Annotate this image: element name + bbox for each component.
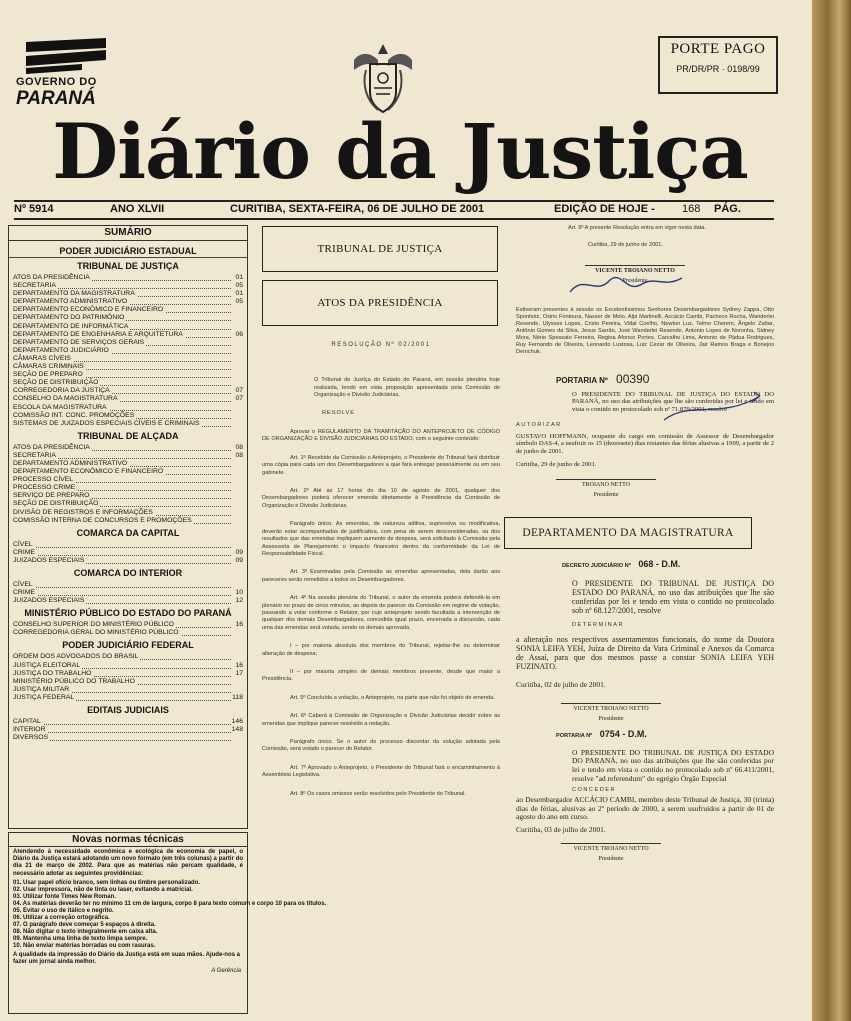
resolution-column [262,336,500,809]
toc-row [9,517,247,525]
right-column [516,225,774,866]
toc-dot-leader [13,548,231,556]
portaria-number: 00390 [616,372,650,387]
postage-paid-label: PORTE PAGO [670,41,766,57]
toc-dot-leader [13,588,231,596]
toc-entry-page: 17 [235,669,243,677]
toc-subheading: COMARCA DA CAPITAL [76,527,180,538]
norms-signature: A Gerência [211,968,241,975]
resolution-article: Art. 8º Os casos omissos serão resolvidos pelo Presidente do Tribunal. [290,790,466,797]
resolution-article: Aprovar o REGULAMENTO DA TRAMITAÇÃO DO ANTEPROJETO DE CÓDIGO DE ORGANIZAÇÃO E DIVISÃO JUDICIÁRIAS DO ESTADO, com o seguinte conteúdo: [262,429,500,443]
toc-row [9,629,247,637]
resolution-article: I – por maioria absoluta dos membros do Tribunal, rejeitar-lhe ou determinar alteração de despesa; [262,643,500,657]
toc-entry-label: DIVISÃO DE REGISTROS E INFORMAÇÕES [13,508,153,516]
edition-label: EDIÇÃO DE HOJE - [554,203,655,215]
signer-name-3: VICENTE TROIANO NETTO [573,705,649,712]
toc-entry-label: CONSELHO SUPERIOR DO MINISTÉRIO PÚBLICO [13,621,174,629]
norms-item: 01. Usar papel ofício branco, sem linhas ou timbre personalizado. [13,879,201,886]
toc-subheading: PODER JUDICIÁRIO FEDERAL [62,640,194,651]
signer-title-2: Presidente [593,491,619,498]
toc-entry-label: DEPARTAMENTO ECONÔMICO E FINANCEIRO [13,306,164,314]
portaria-label: PORTARIA Nº [556,376,608,386]
toc-entry-page: 08 [235,451,243,459]
signer-name-1: VICENTE TROIANO NETTO [595,268,675,274]
gov-line2: PARANÁ [16,88,96,109]
signature-line-3 [561,703,661,704]
toc-entry-page: 16 [235,621,243,629]
toc-entry-page: 148 [231,726,243,734]
toc-entry-page: 12 [235,597,243,605]
norms-item: 08. Não digitar o texto integralmente em caixa alta. [13,928,158,935]
toc-entry-label: JUSTIÇA DO TRABALHO [13,669,92,677]
present-members: Estiveram presentes à sessão os Excelentíssimos Senhores Desembargadores Sydney Zappa, Otto Sponholz, Osiris Fontoura, Nasser de Melo, Alpi Martinelli, Accácio Cambi, Pacheco Rocha, Wanderlei Resende, Ulysses Lopes, Cristo Pereira, Vidal Coelho, Newton Luz, Telmo Cherem, Ângelo Zattar, Antônio Gomes da Silva, Jesus Sarrão, José Wanderlei Resende, Antonio Lopes de Noronha, Sidney Mora, Nério Spessato Ferreira, Regina Afonso Portes, Carvalho Lima, Antonio de Pádua Rodrigues, Ruy Fernando de Oliveira, Leonardo Lustosa, Luiz Cezar de Oliveira, Jair Ramos Braga e Bonejos Demchuk. [516,307,774,356]
toc-entry-label: COMISSÃO INTERNA DE CONCURSOS E PROMOÇÕES [13,516,192,524]
norms-item: 10. Não enviar matérias borradas ou com rasuras. [13,942,156,949]
signature-line-2 [556,479,656,480]
portaria-heading [556,372,774,387]
toc-entry-label: DIVERSOS [13,734,49,742]
toc-entry-page: 118 [232,693,243,701]
page-count-label: PÁG. [714,203,741,215]
resolution-number: RESOLUÇÃO Nº 02/2001 [331,342,431,348]
toc-title: SUMÁRIO [9,226,247,241]
toc-dot-leader [13,717,231,725]
toc-entry-label: JUIZADOS ESPECIAIS [13,556,85,564]
autorizar-text: GUSTAVO HOFFMANN, ocupante do cargo em comissão de Assessor de Desembargador símbolo DAS-4, a usufruir os 15 (dezessete) dias restantes das férias alusivas a 1999, a partir de 2 de junho de 2001. [516,432,775,455]
determinar-text: a alteração nos respectivos assentamentos funcionais, do nome da Doutora SONIA LEIFA YEH, Juíza de Direito da Vara Criminal e Anexos da Comarca de Assaí, para que dos mesmos passe a constar SONIA LEIFA YEH FUZINATO. [516,634,774,672]
resolution-article: Parágrafo único. As emendas, de natureza aditiva, supressiva ou modificativa, deverão estar acompanhadas de justificativa, com pena de serem desconsideradas, ou dos resultados que das emendas impliquem aumento de despesa, será solicitado à Comissão pela Assessoria de Planejamento o impacto financeiro dentro da conformidade da Lei de Responsabilidade Fiscal. [262,521,500,557]
section-box-magistratura: DEPARTAMENTO DA MAGISTRATURA [504,517,752,549]
resolution-article: Art. 4º Na sessão plenária do Tribunal, o autor da emenda poderá defendê-la em plenário no prazo de cinco minutos, ao depois de parecer da Comissão em regime de votação, passando a votar conforme o Relator, por cujo anteprojeto sendo facultada a intervenção de qualquer dos demais Desembargadores, concedida igual prazo, encerrada a discussão, cada uma das emendas será votada, sendo os demais aprovada. [262,595,500,631]
parana-flag-icon [22,38,110,74]
toc-entry-label: DEPARTAMENTO DO PATRIMÔNIO [13,314,125,322]
masthead-title: Diário da Justiça [52,107,748,196]
toc-entry-label: SECRETARIA [13,282,56,290]
toc-entry-page: 09 [235,556,243,564]
gov-line1: GOVERNO DO [16,76,97,88]
norms-intro: Atendendo à necessidade econômica e ecológica de economia de papel, o Diário da Justiça estará adotando um novo formato (em três colunas) a partir do dia 21 de março de 2002. Para que as matérias não percam qualidade, é necessário adotar as seguintes providências: [13,849,243,877]
place-date-3: Curitiba, 02 de julho de 2001. [516,680,606,690]
toc-entry-label: DEPARTAMENTO DE INFORMÁTICA [13,322,129,330]
toc-entry-label: SEÇÃO DE DISTRIBUIÇÃO [13,379,99,387]
toc-body [9,245,247,742]
toc-section-heading: PODER JUDICIÁRIO ESTADUAL [9,245,247,258]
signer-name-4: VICENTE TROIANO NETTO [573,846,649,853]
toc-entry-page: 01 [235,274,243,281]
place-date-1: Curitiba, 29 de junho de 2001. [588,242,663,248]
decreto-label: DECRETO JUDICIÁRIO Nº [562,563,631,570]
toc-entry-page: 146 [231,718,243,726]
art9-text: Art. 9º A presente Resolução entra em vigor nesta data. [568,225,706,231]
autorizar-heading: AUTORIZAR [516,421,562,428]
toc-entry-label: JUSTIÇA FEDERAL [13,693,75,701]
toc-entry-label: CÍVEL [13,540,33,548]
section-box-atos: ATOS DA PRESIDÊNCIA [262,280,498,326]
toc-entry-label: ATOS DA PRESIDÊNCIA [13,443,90,451]
signature-line-1 [585,265,685,266]
toc-entry-label: ESCOLA DA MAGISTRATURA [13,403,107,411]
norms-item: 03. Utilizar fonte Times New Roman. [13,893,116,900]
portaria2-heading [556,731,774,741]
place-date-2: Curitiba, 29 de junho de 2001. [516,461,597,469]
toc-subheading: TRIBUNAL DE ALÇADA [77,430,179,441]
toc-entry-label: CORREGEDORIA DA JUSTIÇA [13,387,110,395]
resolve-heading: RESOLVE [322,409,356,416]
conceder-text: ao Desembargador ACCÁCIO CAMBI, membro deste Tribunal de Justiça, 30 (trinta) dias de férias, alusivas ao 2º período de 2000, a serem usufruídos a partir de 01 de agosto do ano em curso. [516,795,774,822]
norms-list [9,879,327,950]
government-logo [16,36,116,108]
toc-entry-label: SISTEMAS DE JUIZADOS ESPECIAIS CÍVEIS E CRIMINAIS [13,419,200,427]
toc-entry-label: CÂMARAS CÍVEIS [13,354,71,362]
toc-entry-label: CÍVEL [13,581,33,588]
issue-number: Nº 5914 [14,203,54,215]
toc-entry-label: CÂMARAS CRIMINAIS [13,363,84,371]
toc-entry-page: 05 [235,298,243,306]
handwritten-signature-icon [566,270,686,300]
signer-title-1: Presidente [622,277,648,284]
resolution-preamble: O Tribunal de Justiça do Estado do Paraná, em sessão plenária hoje realizada, tendo em vista proposição apresentada pela Comissão de Organização e Divisão Judiciárias, [314,377,500,399]
toc-entry-label: COMISSÃO INT. CONC. PROMOÇÕES [13,411,135,419]
norms-footer: A qualidade da impressão do Diário da Justiça está em suas mãos. Ajude-nos a fazer um jornal ainda melhor. [13,951,240,966]
toc-entry-page: 05 [235,282,243,290]
norms-item: 02. Usar impressora, não de tinta ou laser, evitando a matricial. [13,886,193,893]
decreto-heading [562,561,774,571]
toc-entry-label: SEÇÃO DE PREPARO [13,371,83,379]
toc-entry-label: SECRETARIA [13,451,56,459]
toc-entry-label: DEPARTAMENTO ADMINISTRATIVO [13,459,128,467]
toc-entry-label: DEPARTAMENTO DE ENGENHARIA E ARQUITETURA [13,330,183,338]
toc-entry-label: SEÇÃO DE DISTRIBUIÇÃO [13,500,99,508]
toc-entry-label: DEPARTAMENTO ECONÔMICO E FINANCEIRO [13,468,164,476]
table-of-contents [8,225,248,829]
postage-paid-box [658,36,778,94]
resolution-article: Art. 6º Caberá à Comissão de Organização e Divisão Judiciárias decidir sobre as emendas que implique parecer resolvido a redação. [262,713,500,727]
norms-item: 06. Utilizar a correção ortográfica. [13,914,110,921]
resolution-article: Art. 5º Concluída a votação, o Anteprojeto, na parte que não foi objeto de emenda. [290,694,495,701]
resolution-article: Art. 7º Aprovado o Anteprojeto, o Presidente do Tribunal fará o encaminhamento à Assembleia Legislativa. [262,764,500,779]
toc-entry-label: PROCESSO CÍVEL [13,476,74,484]
toc-entry-page: 01 [235,290,243,298]
determinar-heading: DETERMINAR [572,621,624,628]
norms-item: 05. Evitar o uso de itálico e negrito. [13,907,114,914]
toc-entry-label: DEPARTAMENTO ADMINISTRATIVO [13,298,128,306]
toc-entry-label: JUIZADOS ESPECIAIS [13,597,85,605]
norms-title: Novas normas técnicas [9,833,247,847]
toc-entry-label: ATOS DA PRESIDÊNCIA [13,274,90,281]
handwritten-mark-icon [660,390,770,430]
norms-item: 09. Mantenha uma linha de texto limpa sempre. [13,935,148,942]
signer-name-2: TROIANO NETTO [581,481,631,488]
toc-entry-label: ORDEM DOS ADVOGADOS DO BRASIL [13,653,139,661]
toc-entry-page: 06 [235,330,243,338]
toc-entry-label: SERVIÇO DE PREPARO [13,492,90,500]
toc-entry-page: 09 [235,548,243,556]
toc-subheading: TRIBUNAL DE JUSTIÇA [77,261,179,271]
signer-title-4: Presidente [598,856,624,863]
portaria-text: O PRESIDENTE DO TRIBUNAL DE JUSTIÇA DO ESTADO DO PARANÁ, no uso das atribuições que lhe são conferidas por lei e tendo em vista o contido no protocolado sob nº 71.879/2001, resolve [572,390,774,413]
toc-row [9,557,247,565]
toc-entry-label: CRIME [13,548,35,556]
toc-subheading: COMARCA DO INTERIOR [73,568,183,578]
place-date-4: Curitiba, 03 de julho de 2001. [516,824,606,834]
portaria2-label: PORTARIA Nº [556,733,593,740]
signer-title-3: Presidente [598,715,624,722]
toc-entry-label: JUSTIÇA ELEITORAL [13,661,81,669]
toc-entry-label: DEPARTAMENTO DE SERVIÇOS GERAIS [13,338,145,346]
section-box-tribunal: TRIBUNAL DE JUSTIÇA [262,226,498,272]
conceder-heading: CONCEDER [572,787,617,794]
toc-entry-label: CORREGEDORIA GERAL DO MINISTÉRIO PÚBLICO [13,629,179,637]
toc-entry-page: 16 [235,661,243,669]
toc-entry-label: DEPARTAMENTO DA MAGISTRATURA [13,290,135,298]
decreto-text: O PRESIDENTE DO TRIBUNAL DE JUSTIÇA DO ESTADO DO PARANÁ, no uso das atribuições que lhe são conferidas por lei e tendo em vista o contido no protocolado sob nº 68.127/2001, resolve [572,578,774,616]
resolution-article: Parágrafo único. Se o autor do processo discordar da solução adotada pela Comissão, será votado o parecer do Relator. [262,739,500,753]
toc-entry-label: CRIME [13,589,35,597]
toc-entry-label: CONSELHO DA MAGISTRATURA [13,395,118,403]
portaria2-number: 0754 - D.M. [599,729,647,740]
page-count: 168 [682,203,701,215]
toc-row [9,420,247,428]
book-binding [812,0,851,1021]
toc-row [9,694,247,702]
norms-item: 04. As matérias deverão ter no mínimo 11 cm de largura, corpo 8 para texto comum e corpo 10 para os títulos. [13,900,327,907]
toc-subheading: EDITAIS JUDICIAIS [87,705,169,716]
resolution-article: Art. 3º Examinadas pela Comissão as emendas apresentadas, dela darão aos pareceres serão remetidos a todos os Desembargadores. [262,569,500,583]
toc-dot-leader [13,580,231,588]
toc-entry-label: INTERIOR [13,726,46,734]
decreto-number: 068 - D.M. [638,559,681,570]
resolution-article: II – por maioria simples de demais membros presente, desde que maior a Presidência. [262,668,500,683]
toc-entry-page: 07 [235,395,243,403]
toc-dot-leader [13,540,231,548]
norms-item: 07. O parágrafo deve começar 5 espaços à direita. [13,921,156,928]
toc-entry-page: 08 [235,443,243,451]
issue-year: ANO XLVII [110,203,165,215]
toc-entry-page: 07 [235,387,243,395]
toc-entry-label: MINISTÉRIO PÚBLICO DO TRABALHO [13,677,135,685]
toc-entry-label: PROCESSO CRIME [13,484,76,492]
toc-subheading: MINISTÉRIO PÚBLICO DO ESTADO DO PARANÁ [24,608,232,619]
toc-entry-label: DEPARTAMENTO JUDICIÁRIO [13,346,109,354]
resolution-article: Art. 2º Até as 17 horas do dia 10 de agosto de 2001, qualquer dos Desembargadores poderá oferecer emenda diretamente à Presidência da Comissão de Organização e Divisão Judiciárias. [262,488,500,509]
technical-norms-box [8,832,327,1014]
toc-row [9,734,247,742]
resolution-articles [262,429,500,798]
toc-entry-label: JUSTIÇA MILITAR [13,685,70,693]
issue-date: CURITIBA, SEXTA-FEIRA, 06 DE JULHO DE 2001 [230,203,485,215]
signature-line-4 [561,843,661,844]
resolution-article: Art. 1º Recebido da Comissão o Anteprojeto, o Presidente do Tribunal fará distribuir uma cópia para cada um dos Desembargadores a que fará entregar pessoalmente ou em seu gabinete. [262,454,500,476]
toc-entry-page: 10 [235,589,243,597]
issue-info-bar [14,200,774,220]
toc-entry-label: CAPITAL [13,718,41,726]
postage-code: PR/DR/PR · 0198/99 [676,64,760,74]
portaria2-text: O PRESIDENTE DO TRIBUNAL DE JUSTIÇA DO ESTADO DO PARANÁ, no uso das atribuições que lhe são conferidas por lei e tendo em vista o contido no protocolado sob nº 66.411/2001, resolve "ad referendum" do egrégio Órgão Especial [572,747,774,783]
toc-row [9,597,247,605]
